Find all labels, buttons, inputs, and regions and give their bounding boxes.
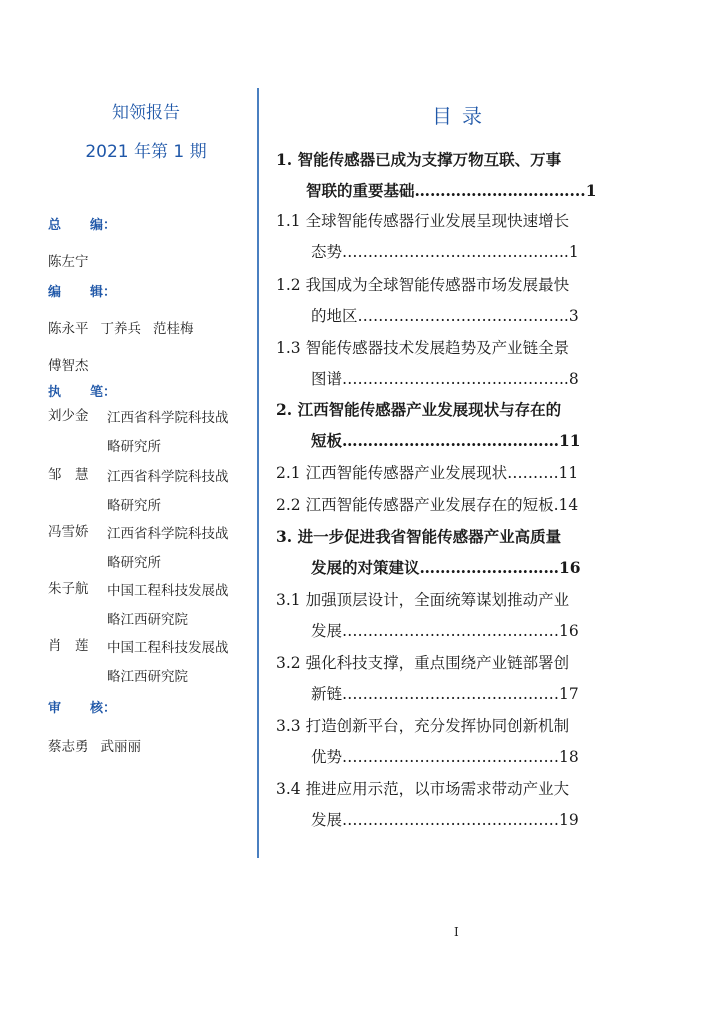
toc-entry-3-4-line1[interactable]: 3.4 推进应用示范，以市场需求带动产业大 xyxy=(276,780,570,798)
writer-name: 冯雪娇 xyxy=(48,524,89,540)
toc-entry-3-3-line2[interactable]: 优势……………………………………18 xyxy=(311,748,579,766)
toc-entry-3-line1[interactable]: 3. 进一步促进我省智能传感器产业高质量 xyxy=(276,527,562,546)
toc-title: 目录 xyxy=(432,104,492,128)
chief-editor-name: 陈左宁 xyxy=(48,254,89,270)
toc-entry-3-line2[interactable]: 发展的对策建议………………………16 xyxy=(311,558,581,577)
reviewers: 蔡志勇 武丽丽 xyxy=(48,739,141,755)
writer-affiliation: 江西省科学院科技战 略研究所 xyxy=(107,469,229,514)
toc-entry-2-line2[interactable]: 短板……………………………………11 xyxy=(311,431,581,450)
writer-affiliation: 江西省科学院科技战 略研究所 xyxy=(107,526,229,571)
writer-affiliation: 中国工程科技发展战 略江西研究院 xyxy=(107,583,229,628)
writer-affiliation: 江西省科学院科技战 略研究所 xyxy=(107,410,229,455)
toc-entry-1-2-line2[interactable]: 的地区…………………………………..3 xyxy=(311,307,579,325)
writer-name: 肖 莲 xyxy=(48,638,89,654)
toc-entry-3-3-line1[interactable]: 3.3 打造创新平台，充分发挥协同创新机制 xyxy=(276,717,570,735)
chief-editor-label: 总 编： xyxy=(48,218,117,233)
toc-entry-3-1-line1[interactable]: 3.1 加强顶层设计，全面统筹谋划推动产业 xyxy=(276,591,570,609)
toc-entry-1-1-line1[interactable]: 1.1 全球智能传感器行业发展呈现快速增长 xyxy=(276,212,570,230)
writer-affiliation: 中国工程科技发展战 略江西研究院 xyxy=(107,640,229,685)
toc-entry-1-2-line1[interactable]: 1.2 我国成为全球智能传感器市场发展最快 xyxy=(276,276,570,294)
toc-entry-1-1-line2[interactable]: 态势……………………………………..1 xyxy=(311,243,579,261)
toc-entry-2-line1[interactable]: 2. 江西智能传感器产业发展现状与存在的 xyxy=(276,400,562,419)
toc-entry-1-3-line1[interactable]: 1.3 智能传感器技术发展趋势及产业链全景 xyxy=(276,339,570,357)
toc-entry-1-3-line2[interactable]: 图谱……………………………………..8 xyxy=(311,370,579,388)
toc-entry-1-line1[interactable]: 1. 智能传感器已成为支撑万物互联、万事 xyxy=(276,150,562,169)
writer-name: 刘少金 xyxy=(48,408,89,424)
editors-line-1: 陈永平 丁养兵 范桂梅 xyxy=(48,321,194,337)
toc-entry-3-2-line1[interactable]: 3.2 强化科技支撑，重点围绕产业链部署创 xyxy=(276,654,570,672)
toc-entry-2-2[interactable]: 2.2 江西智能传感器产业发展存在的短板.14 xyxy=(276,496,579,514)
toc-entry-2-1[interactable]: 2.1 江西智能传感器产业发展现状……….11 xyxy=(276,464,579,482)
toc-entry-1-line2[interactable]: 智联的重要基础…………………………...1 xyxy=(306,181,597,200)
toc-entry-3-2-line2[interactable]: 新链……………………………………17 xyxy=(311,685,579,703)
report-series-title: 知领报告 xyxy=(112,103,180,123)
report-issue: 2021 年第 1 期 xyxy=(85,142,207,162)
toc-entry-3-1-line2[interactable]: 发展……………………………………16 xyxy=(311,622,579,640)
editors-line-2: 傅智杰 xyxy=(48,358,89,374)
column-divider xyxy=(257,88,259,858)
writer-name: 邹 慧 xyxy=(48,467,89,483)
editors-label: 编 辑： xyxy=(48,285,117,300)
writer-name: 朱子航 xyxy=(48,581,89,597)
page-number: I xyxy=(454,925,459,939)
writers-label: 执 笔： xyxy=(48,385,117,400)
review-label: 审 核： xyxy=(48,701,117,716)
toc-entry-3-4-line2[interactable]: 发展……………………………………19 xyxy=(311,811,579,829)
